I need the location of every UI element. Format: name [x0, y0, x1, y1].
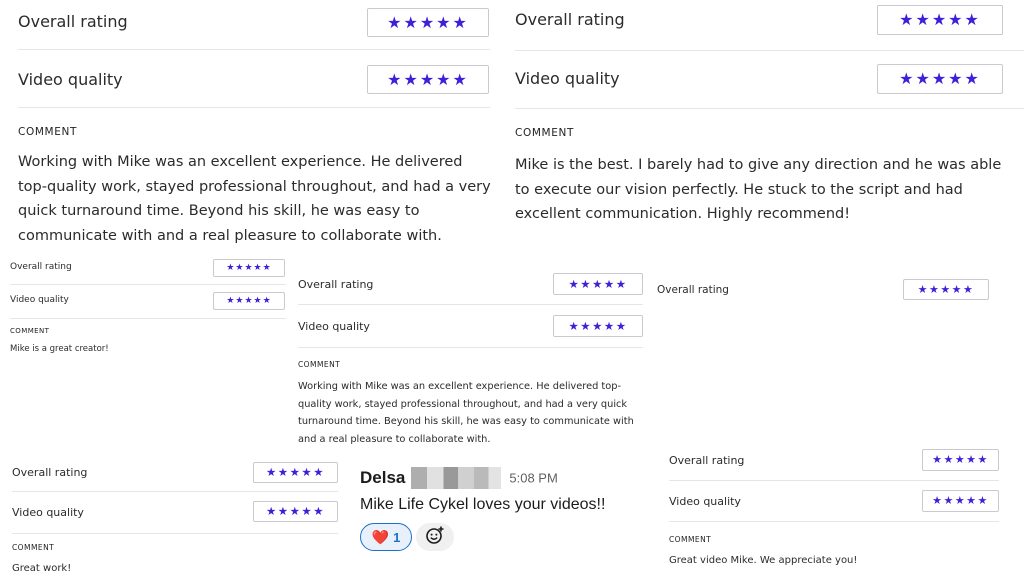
- overall-rating-stars: ★★★★★: [903, 279, 989, 300]
- reaction-heart[interactable]: [360, 523, 412, 551]
- overall-rating-stars: ★★★★★: [367, 8, 489, 37]
- video-quality-stars: ★★★★★: [367, 65, 489, 94]
- video-quality-label: Video quality: [298, 320, 370, 333]
- review-card-4: [298, 272, 643, 447]
- video-quality-stars: ★★★★★: [213, 292, 285, 310]
- overall-rating-stars: ★★★★★: [877, 5, 1003, 35]
- overall-rating-stars: ★★★★★: [253, 462, 338, 483]
- review-card-5: [657, 278, 989, 304]
- redacted-surname: [411, 467, 501, 489]
- video-quality-label: Video quality: [12, 506, 84, 519]
- comment-text: Great work!: [12, 563, 72, 574]
- overall-rating-label: Overall rating: [10, 262, 72, 272]
- comment-heading: COMMENT: [515, 127, 575, 139]
- review-card-7: [669, 449, 999, 576]
- overall-rating-label: Overall rating: [657, 284, 729, 296]
- add-emoji-icon: [425, 525, 445, 550]
- comment-text: Great video Mike. We appreciate you!: [669, 555, 858, 566]
- video-quality-stars: ★★★★★: [253, 501, 338, 522]
- divider: [669, 521, 999, 522]
- comment-text: Working with Mike was an excellent experience. He delivered top-quality work, stayed professional throughout, and had a very quick turnaround time. Beyond his skill, he was easy to communicate with and a real pleasure to collaborate with.: [298, 381, 634, 445]
- comment-heading: COMMENT: [12, 543, 55, 552]
- divider: [298, 347, 643, 348]
- divider: [18, 49, 490, 50]
- add-reaction-button[interactable]: [416, 523, 454, 551]
- heart-icon: ❤️: [371, 528, 390, 545]
- overall-rating-stars: ★★★★★: [922, 449, 999, 471]
- review-card-6: [12, 461, 338, 576]
- overall-rating-label: Overall rating: [515, 10, 625, 29]
- overall-rating-label: Overall rating: [12, 466, 88, 479]
- comment-text: Mike is the best. I barely had to give any direction and he was able to execute our vision perfectly. He stuck to the script and had excellent communication. Highly recommend!: [515, 157, 1002, 222]
- divider: [12, 533, 338, 534]
- overall-rating-label: Overall rating: [669, 454, 745, 467]
- comment-heading: COMMENT: [298, 360, 341, 369]
- comment-heading: COMMENT: [10, 327, 50, 335]
- message-timestamp[interactable]: 5:08 PM: [509, 470, 558, 486]
- video-quality-label: Video quality: [10, 295, 69, 305]
- overall-rating-label: Overall rating: [298, 278, 374, 291]
- comment-heading: COMMENT: [18, 126, 78, 138]
- video-quality-label: Video quality: [18, 70, 123, 89]
- overall-rating-stars: ★★★★★: [553, 273, 643, 295]
- divider: [298, 304, 643, 305]
- video-quality-stars: ★★★★★: [922, 490, 999, 512]
- divider: [12, 491, 338, 492]
- divider: [515, 50, 1024, 51]
- comment-text: Mike is a great creator!: [10, 344, 109, 354]
- comment-text: Working with Mike was an excellent experience. He delivered top-quality work, stayed professional throughout, and had a very quick turnaround time. Beyond his skill, he was easy to communicate with and a real pleasure to collaborate with.: [18, 154, 491, 244]
- divider: [669, 480, 999, 481]
- video-quality-label: Video quality: [669, 495, 741, 508]
- overall-rating-stars: ★★★★★: [213, 259, 285, 277]
- divider: [10, 284, 286, 285]
- video-quality-label: Video quality: [515, 69, 620, 88]
- divider: [10, 318, 286, 319]
- overall-rating-label: Overall rating: [18, 12, 128, 31]
- message-text: Mike Life Cykel loves your videos!!: [360, 496, 606, 513]
- reaction-count: 1: [393, 529, 401, 545]
- divider: [515, 108, 1024, 109]
- review-card-1: [18, 0, 490, 245]
- chat-message: [358, 463, 658, 563]
- video-quality-stars: ★★★★★: [877, 64, 1003, 94]
- video-quality-stars: ★★★★★: [553, 315, 643, 337]
- divider: [18, 107, 490, 108]
- review-card-3: [10, 257, 286, 367]
- review-card-2: [515, 0, 1005, 235]
- sender-name[interactable]: Delsa: [360, 468, 406, 487]
- comment-heading: COMMENT: [669, 535, 712, 544]
